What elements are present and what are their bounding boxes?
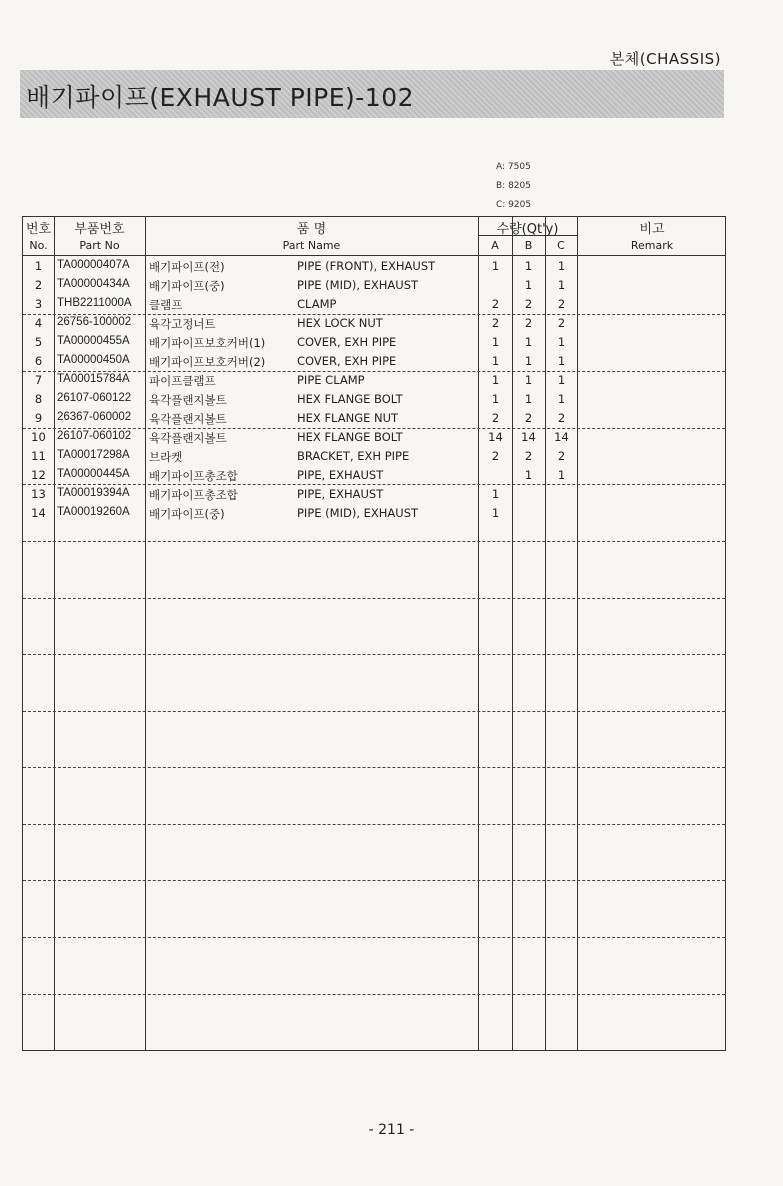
group-divider [23, 371, 725, 372]
row-name-en: HEX LOCK NUT [297, 316, 383, 330]
row-qty-a: 14 [488, 430, 503, 444]
row-name-ko: 클램프 [149, 298, 183, 312]
row-part-number: TA00019260A [57, 506, 130, 518]
row-name-en: HEX FLANGE BOLT [297, 392, 403, 406]
row-qty-a: 1 [491, 392, 500, 406]
row-name-en: COVER, EXH PIPE [297, 335, 397, 349]
row-qty-b: 1 [524, 278, 533, 292]
row-name-ko: 육각플랜지볼트 [149, 393, 227, 407]
row-part-number: TA00000407A [57, 259, 130, 271]
parts-table [22, 216, 726, 1051]
group-divider [23, 937, 725, 938]
group-divider [23, 484, 725, 485]
row-qty-c: 2 [557, 449, 566, 463]
header-no-ko: 번호 [25, 222, 52, 237]
row-part-number: 26367-060002 [57, 411, 132, 423]
header-remark-ko: 비고 [639, 222, 665, 237]
row-qty-b: 1 [524, 335, 533, 349]
row-number: 7 [34, 373, 43, 387]
row-qty-c: 1 [557, 335, 566, 349]
row-number: 10 [31, 430, 46, 444]
row-number: 12 [31, 468, 46, 482]
row-qty-b: 1 [524, 392, 533, 406]
row-name-ko: 파이프클램프 [149, 374, 216, 388]
row-qty-c: 1 [557, 278, 566, 292]
row-part-number: TA00015784A [57, 373, 130, 385]
row-qty-a: 2 [491, 411, 500, 425]
row-name-en: BRACKET, EXH PIPE [297, 449, 410, 463]
row-qty-b: 2 [524, 411, 533, 425]
row-qty-c: 1 [557, 354, 566, 368]
row-name-ko: 배기파이프(전) [149, 260, 225, 274]
row-number: 2 [34, 278, 43, 292]
group-divider [23, 824, 725, 825]
row-qty-b: 1 [524, 373, 533, 387]
row-number: 3 [34, 297, 43, 311]
row-name-ko: 육각플랜지볼트 [149, 412, 227, 426]
header-qty-a: A [491, 239, 499, 252]
header-part-no-en: Part No [79, 239, 120, 252]
row-number: 6 [34, 354, 43, 368]
group-divider [23, 711, 725, 712]
row-qty-b: 1 [524, 259, 533, 273]
header-name-ko: 품 명 [296, 222, 327, 237]
group-divider [23, 880, 725, 881]
row-number: 4 [34, 316, 43, 330]
row-name-ko: 육각고정너트 [149, 317, 216, 331]
row-name-en: PIPE (MID), EXHAUST [297, 278, 419, 292]
row-qty-b: 1 [524, 354, 533, 368]
row-qty-a: 2 [491, 449, 500, 463]
row-name-en: PIPE CLAMP [297, 373, 365, 387]
row-qty-b: 2 [524, 297, 533, 311]
row-number: 14 [31, 506, 46, 520]
row-name-en: HEX FLANGE BOLT [297, 430, 403, 444]
row-qty-c: 2 [557, 411, 566, 425]
row-part-number: 26107-060122 [57, 392, 132, 404]
row-qty-a: 1 [491, 506, 500, 520]
row-part-number: TA00000434A [57, 278, 130, 290]
row-qty-a: 2 [491, 297, 500, 311]
header-no-en: No. [29, 239, 48, 252]
row-qty-c: 2 [557, 297, 566, 311]
group-divider [23, 767, 725, 768]
row-number: 9 [34, 411, 43, 425]
row-qty-c: 14 [554, 430, 569, 444]
row-part-number: 26756-100002 [57, 316, 132, 328]
row-number: 8 [34, 392, 43, 406]
row-number: 13 [31, 487, 46, 501]
row-part-number: TA00019394A [57, 487, 130, 499]
header-qty-b: B [524, 239, 533, 252]
row-qty-b: 2 [524, 316, 533, 330]
model-legend-a: A: 7505 [496, 162, 531, 172]
row-name-en: PIPE (MID), EXHAUST [297, 506, 419, 520]
row-qty-a: 1 [491, 373, 500, 387]
row-name-en: CLAMP [297, 297, 337, 311]
row-qty-a: 1 [491, 335, 500, 349]
group-divider [23, 654, 725, 655]
row-part-number: 26107-060102 [57, 430, 132, 442]
row-number: 1 [34, 259, 43, 273]
row-qty-b: 1 [524, 468, 533, 482]
row-part-number: TA00017298A [57, 449, 130, 461]
row-qty-b: 14 [521, 430, 536, 444]
row-qty-c: 1 [557, 259, 566, 273]
row-name-en: PIPE, EXHAUST [297, 468, 384, 482]
header-divider [23, 255, 725, 256]
row-name-ko: 육각플랜지볼트 [149, 431, 227, 445]
row-qty-c: 1 [557, 373, 566, 387]
row-name-ko: 배기파이프총조합 [149, 488, 238, 502]
row-part-number: TA00000455A [57, 335, 130, 347]
row-qty-c: 1 [557, 392, 566, 406]
row-number: 11 [31, 449, 46, 463]
row-number: 5 [34, 335, 43, 349]
model-legend-c: C: 9205 [496, 200, 532, 210]
group-divider [23, 428, 725, 429]
row-qty-c: 2 [557, 316, 566, 330]
row-name-en: COVER, EXH PIPE [297, 354, 397, 368]
title-banner [20, 70, 724, 118]
header-name-en: Part Name [282, 239, 341, 252]
row-qty-a: 1 [491, 354, 500, 368]
row-qty-c: 1 [557, 468, 566, 482]
row-name-ko: 배기파이프총조합 [149, 469, 238, 483]
row-qty-a: 2 [491, 316, 500, 330]
header-remark-en: Remark [630, 239, 674, 252]
col-divider [145, 217, 146, 1050]
row-name-en: HEX FLANGE NUT [297, 411, 399, 425]
row-name-ko: 브라켓 [149, 450, 183, 464]
section-label: 본체(CHASSIS) [609, 50, 721, 68]
group-divider [23, 314, 725, 315]
group-divider [23, 541, 725, 542]
model-legend-b: B: 8205 [496, 181, 531, 191]
header-qty: 수량(Qt'y) [496, 222, 559, 237]
col-divider [54, 217, 55, 1050]
row-name-ko: 배기파이프보호커버(2) [149, 355, 266, 369]
group-divider [23, 598, 725, 599]
header-part-no-ko: 부품번호 [74, 222, 125, 237]
row-part-number: THB2211000A [57, 297, 132, 309]
row-name-ko: 배기파이프(중) [149, 279, 225, 293]
row-qty-b: 2 [524, 449, 533, 463]
row-name-ko: 배기파이프보호커버(1) [149, 336, 266, 350]
row-part-number: TA00000445A [57, 468, 130, 480]
row-name-ko: 배기파이프(중) [149, 507, 225, 521]
group-divider [23, 994, 725, 995]
row-name-en: PIPE, EXHAUST [297, 487, 384, 501]
row-qty-a: 1 [491, 259, 500, 273]
page-title: 배기파이프(EXHAUST PIPE)-102 [26, 83, 415, 112]
page-number: - 211 - [368, 1122, 415, 1138]
header-qty-c: C [557, 239, 565, 252]
row-part-number: TA00000450A [57, 354, 130, 366]
row-qty-a: 1 [491, 487, 500, 501]
row-name-en: PIPE (FRONT), EXHAUST [297, 259, 436, 273]
